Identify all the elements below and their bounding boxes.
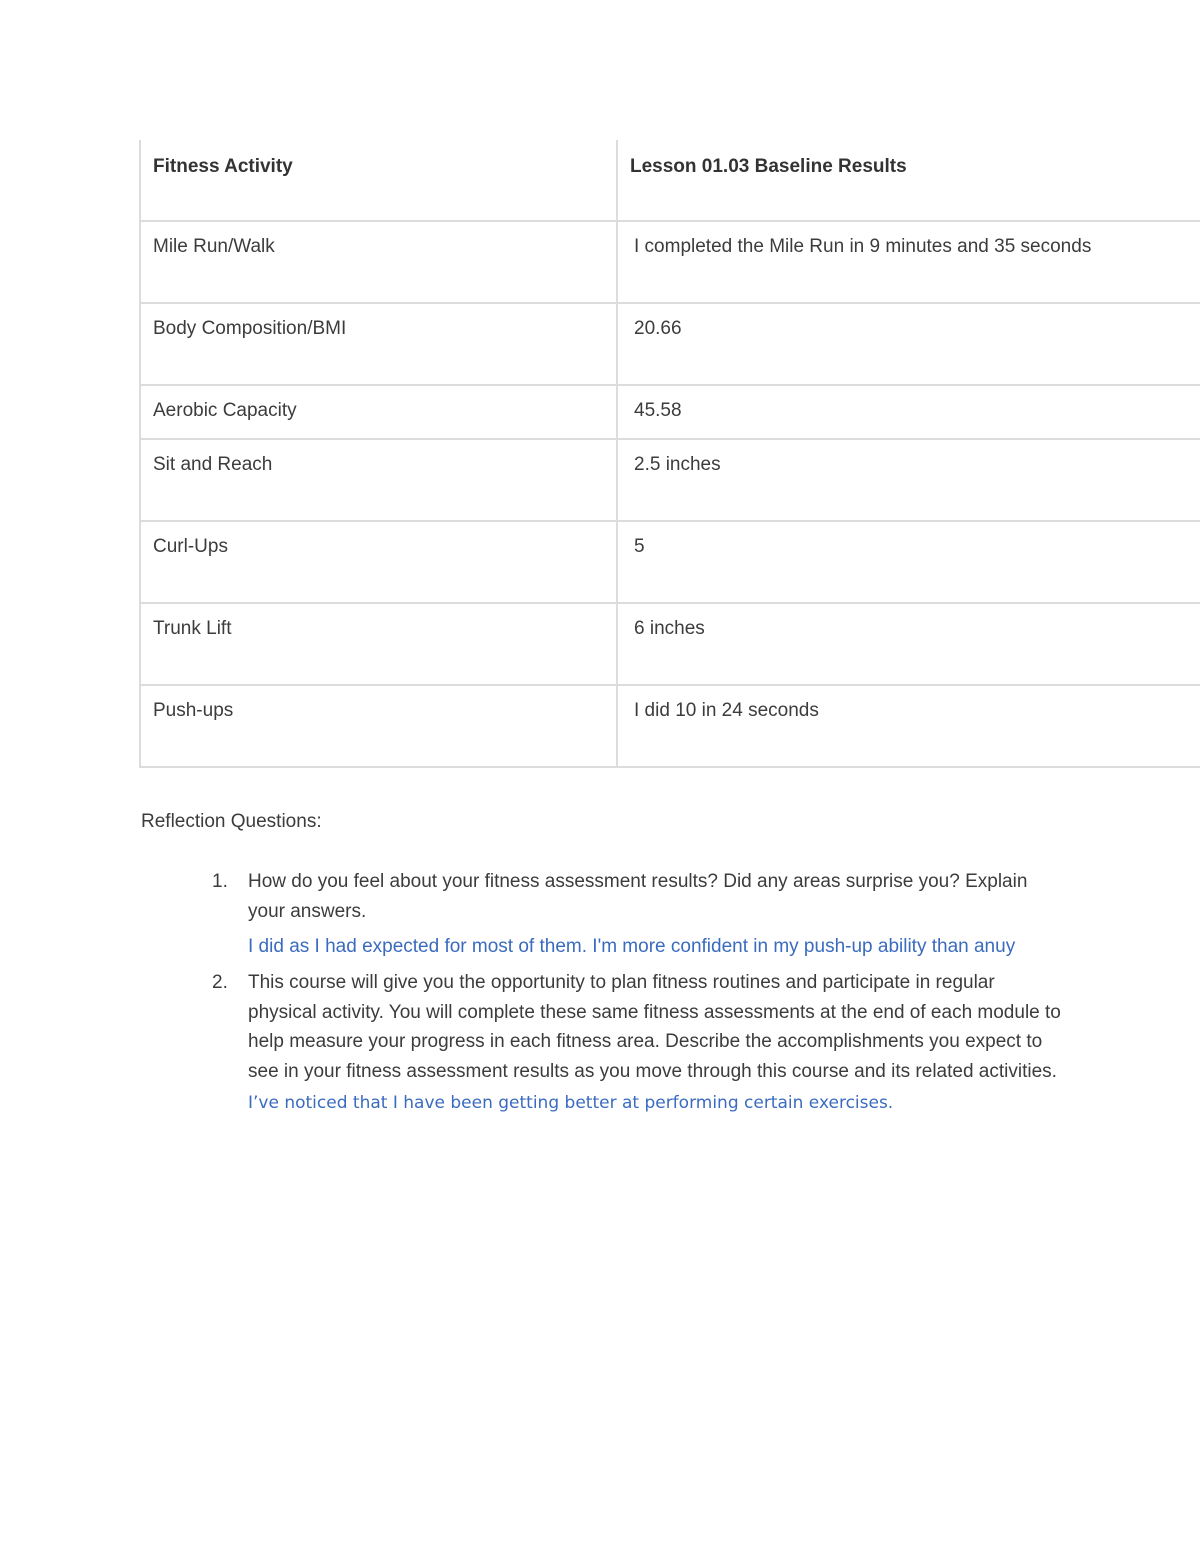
activity-cell (140, 439, 617, 521)
question-text: This course will give you the opportunity to plan fitness routines and participate in regular physical activity. You will complete these same fitness assessments at the end of each module to help measure your progress in each fitness area. Describe the accomplishments you expect to see in your fitness assessment results as you move through this course and its related activities. (248, 972, 1061, 1082)
result-value: 45.58 (634, 400, 682, 421)
activity-cell (140, 603, 617, 685)
header-baseline-results-label: Lesson 01.03 Baseline Results (630, 156, 907, 177)
question-text: How do you feel about your fitness assessment results? Did any areas surprise you? Explain your answers. (248, 871, 1028, 922)
activity-cell (140, 521, 617, 603)
table-row (140, 603, 1200, 685)
result-cell (617, 603, 1200, 685)
header-baseline-results (617, 140, 1200, 221)
result-value: 5 (634, 536, 645, 557)
result-value: 20.66 (634, 318, 682, 339)
activity-label: Mile Run/Walk (153, 236, 275, 257)
table-row (140, 303, 1200, 385)
result-cell (617, 221, 1200, 303)
table-row (140, 385, 1200, 439)
header-fitness-activity-label: Fitness Activity (153, 156, 293, 177)
result-cell (617, 439, 1200, 521)
answer-text: I did as I had expected for most of them. I'm more confident in my push-up ability than anuy (248, 936, 1016, 957)
activity-cell (140, 221, 617, 303)
reflection-heading: Reflection Questions: (141, 811, 322, 832)
table-row (140, 521, 1200, 603)
activity-cell (140, 385, 617, 439)
activity-label: Sit and Reach (153, 454, 273, 475)
result-cell (617, 303, 1200, 385)
answer-text: I’ve noticed that I have been getting better at performing certain exercises. (248, 1093, 894, 1113)
result-cell (617, 685, 1200, 767)
activity-label: Aerobic Capacity (153, 400, 297, 421)
list-item (212, 968, 1068, 1116)
activity-label: Trunk Lift (153, 618, 232, 639)
result-value: 2.5 inches (634, 454, 721, 475)
table-row (140, 685, 1200, 767)
table-row (140, 221, 1200, 303)
question-number: 2. (212, 972, 228, 993)
result-value: I did 10 in 24 seconds (634, 700, 819, 721)
activity-cell (140, 685, 617, 767)
result-value: I completed the Mile Run in 9 minutes and 35 seconds (634, 236, 1092, 257)
question-number: 1. (212, 871, 228, 892)
header-fitness-activity (140, 140, 617, 221)
activity-label: Curl-Ups (153, 536, 228, 557)
activity-label: Push-ups (153, 700, 234, 721)
result-cell (617, 385, 1200, 439)
table-row (140, 439, 1200, 521)
list-item (212, 867, 1068, 962)
fitness-results-table (139, 140, 1200, 768)
activity-cell (140, 303, 617, 385)
result-value: 6 inches (634, 618, 705, 639)
table-header-row (140, 140, 1200, 221)
result-cell (617, 521, 1200, 603)
reflection-questions-list (212, 867, 1068, 1116)
activity-label: Body Composition/BMI (153, 318, 347, 339)
